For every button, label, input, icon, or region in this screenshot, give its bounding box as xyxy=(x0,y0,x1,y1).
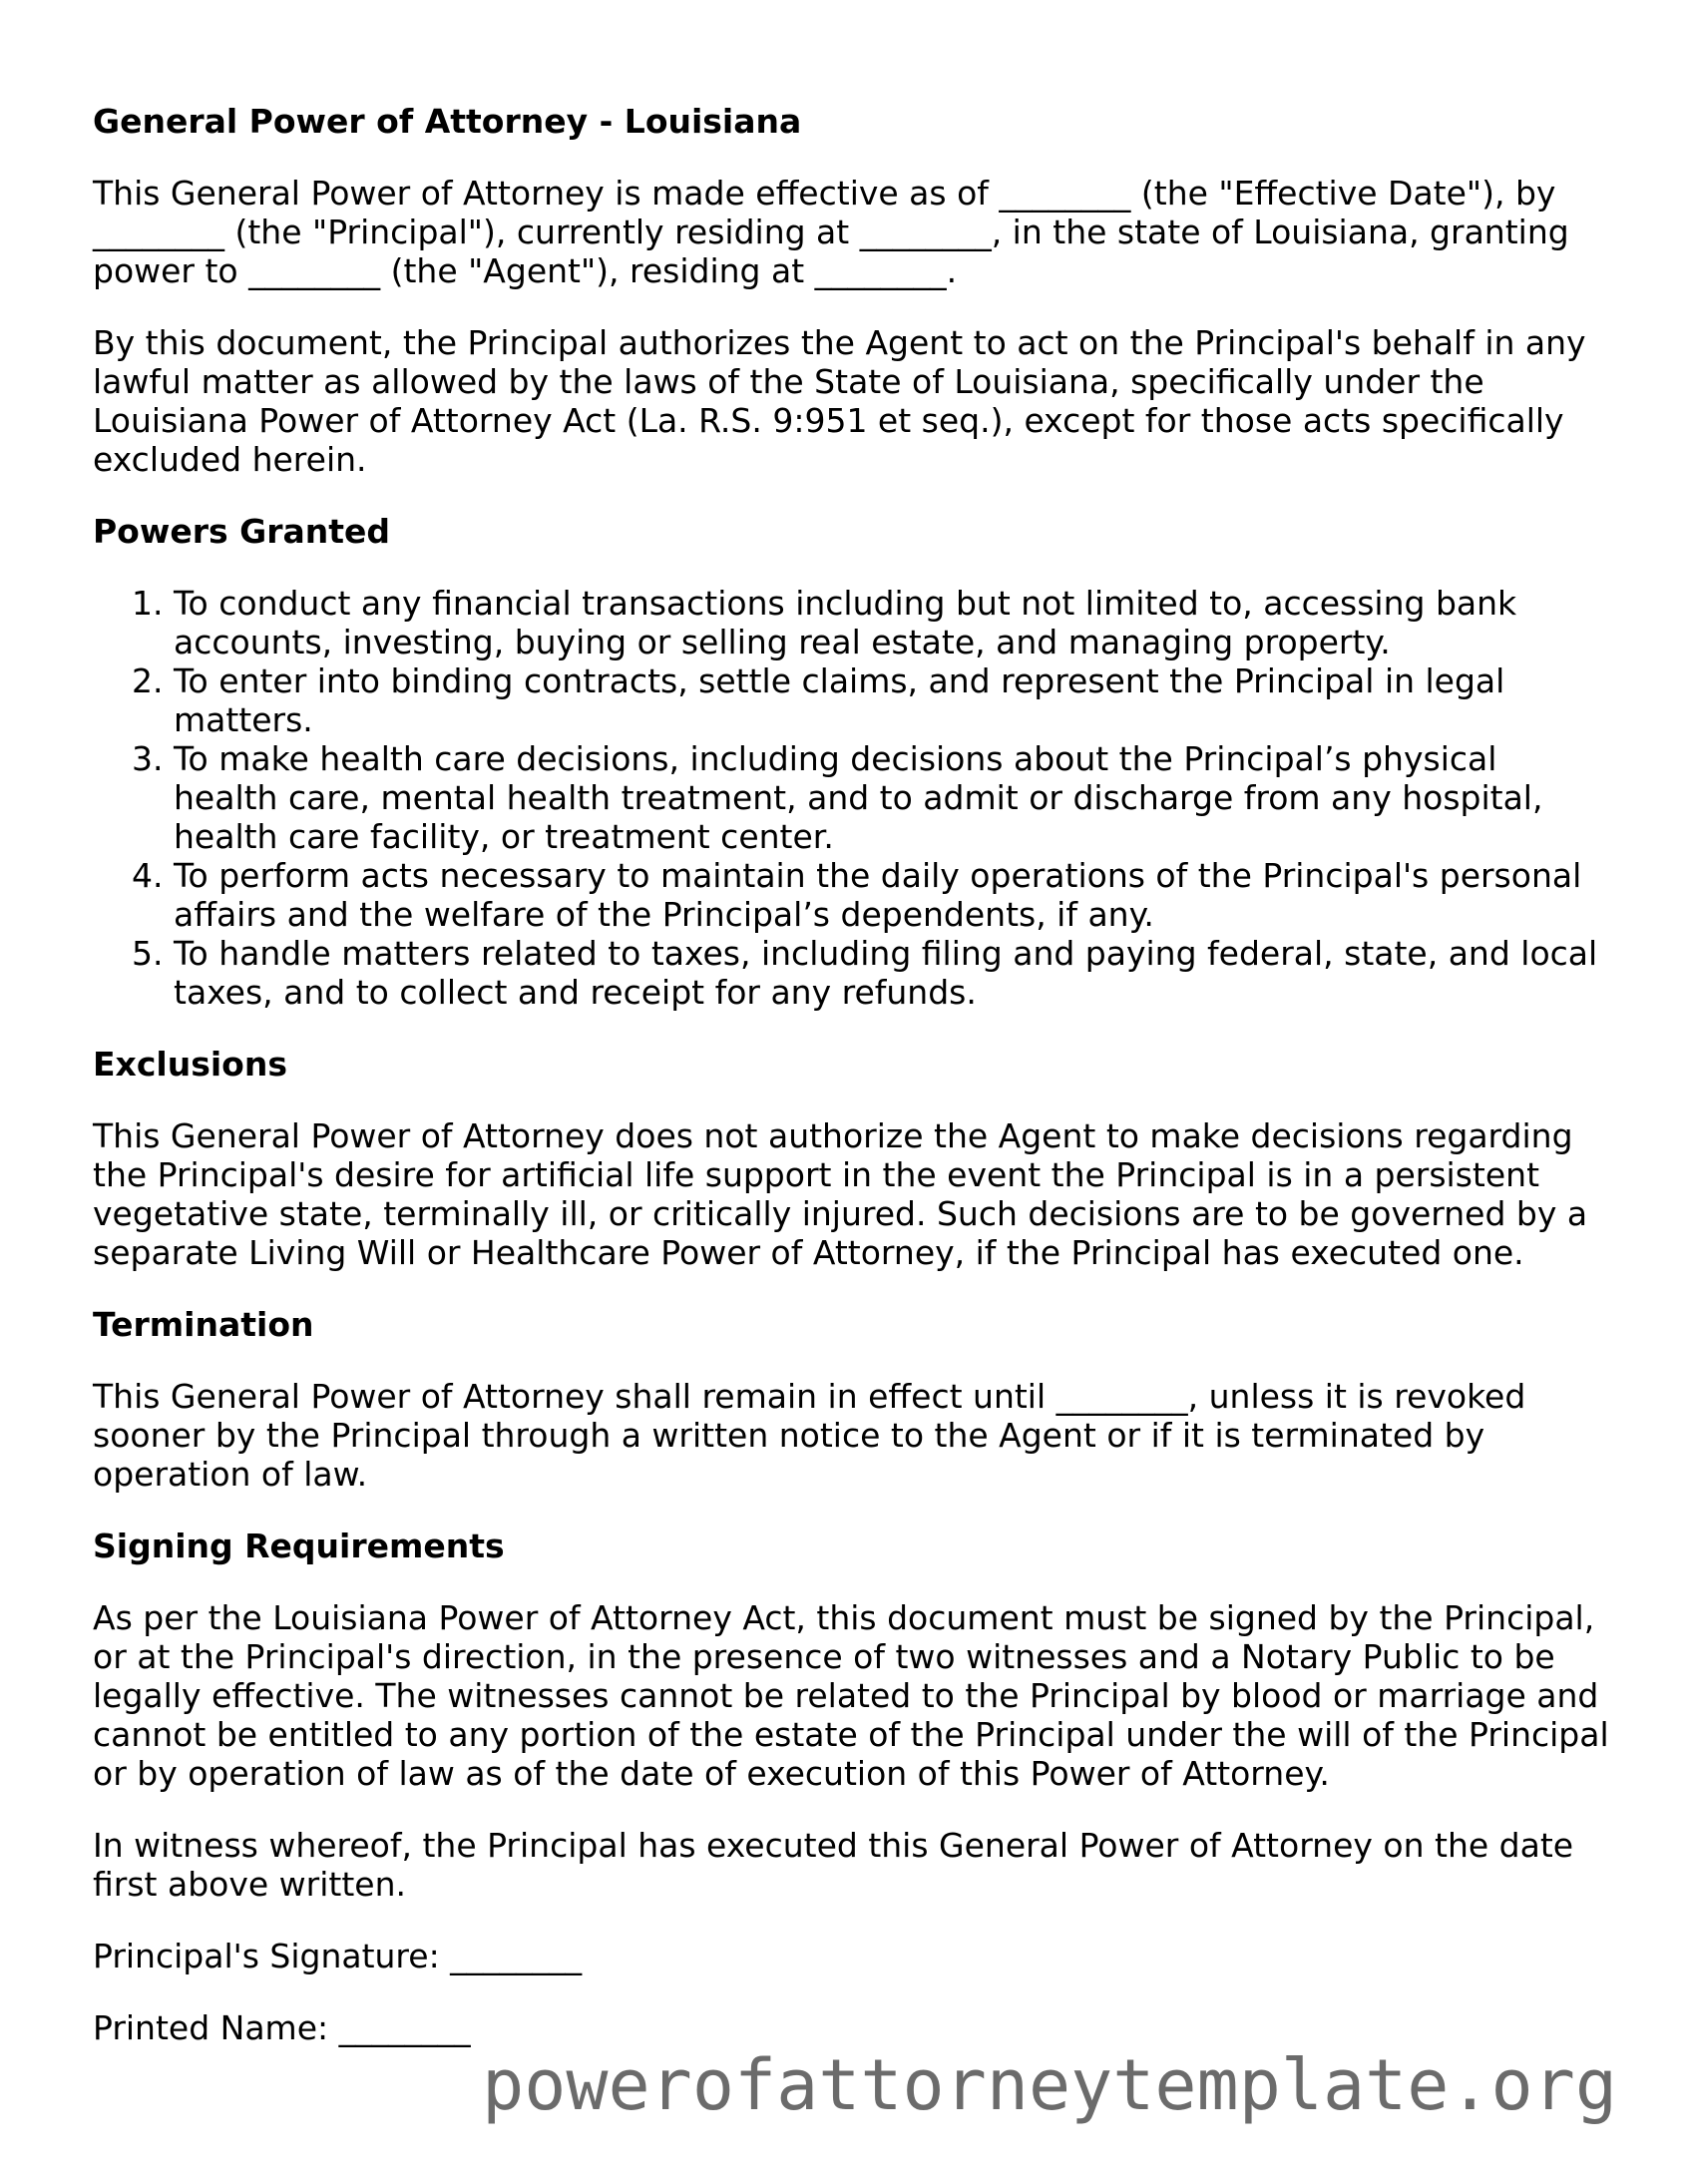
printed-name-line: Printed Name: ________ xyxy=(93,2008,471,2047)
authorization-paragraph: By this document, the Principal authorizes the Agent to act on the Principal's behalf in any lawful matter as allowed by the laws of the State of Louisiana, specifically under the Louisiana Power of Attorney Act (La. R.S. 9:951 et seq.), except for those acts specifically excluded herein. xyxy=(93,323,1586,479)
signature-line: Principal's Signature: ________ xyxy=(93,1937,583,1975)
list-item: 5. To handle matters related to taxes, including filing and paying federal, state, and local taxes, and to collect and receipt for any refunds. xyxy=(174,934,1609,1012)
exclusions-heading: Exclusions xyxy=(93,1045,287,1084)
powers-list xyxy=(93,584,1609,1012)
list-item: 4. To perform acts necessary to maintain the daily operations of the Principal's personal affairs and the welfare of the Principal’s dependents, if any. xyxy=(174,856,1609,934)
list-item: 1. To conduct any financial transactions including but not limited to, accessing bank accounts, investing, buying or selling real estate, and managing property. xyxy=(174,584,1609,661)
document-page xyxy=(93,102,1609,2080)
list-item: 2. To enter into binding contracts, settle claims, and represent the Principal in legal matters. xyxy=(174,661,1609,739)
site-watermark: powerofattorneytemplate.org xyxy=(482,2044,1617,2126)
exclusions-paragraph: This General Power of Attorney does not authorize the Agent to make decisions regarding the Principal's desire for artificial life support in the event the Principal is in a persistent vegetative state, terminally ill, or critically injured. Such decisions are to be governed by a separate Living Will or Healthcare Power of Attorney, if the Principal has executed one. xyxy=(93,1116,1588,1272)
signing-paragraph: As per the Louisiana Power of Attorney Act, this document must be signed by the Principal, or at the Principal's direction, in the presence of two witnesses and a Notary Public to be legally effective. The witnesses cannot be related to the Principal by blood or marriage and cannot be entitled to any portion of the estate of the Principal under the will of the Principal or by operation of law as of the date of execution of this Power of Attorney. xyxy=(93,1598,1609,1793)
powers-heading: Powers Granted xyxy=(93,512,391,551)
witness-statement: In witness whereof, the Principal has executed this General Power of Attorney on the date first above written. xyxy=(93,1826,1574,1904)
intro-paragraph: This General Power of Attorney is made effective as of ________ (the "Effective Date"), by ________ (the "Principal"), currently residing at ________, in the state of Louisiana, granting power to ________ (the "Agent"), residing at ________. xyxy=(93,174,1569,290)
list-item: 3. To make health care decisions, including decisions about the Principal’s physical health care, mental health treatment, and to admit or discharge from any hospital, health care facility, or treatment center. xyxy=(174,739,1609,856)
termination-paragraph: This General Power of Attorney shall remain in effect until ________, unless it is revoked sooner by the Principal through a written notice to the Agent or if it is terminated by operation of law. xyxy=(93,1377,1526,1494)
termination-heading: Termination xyxy=(93,1305,314,1344)
document-title: General Power of Attorney - Louisiana xyxy=(93,102,802,141)
signing-heading: Signing Requirements xyxy=(93,1527,505,1565)
